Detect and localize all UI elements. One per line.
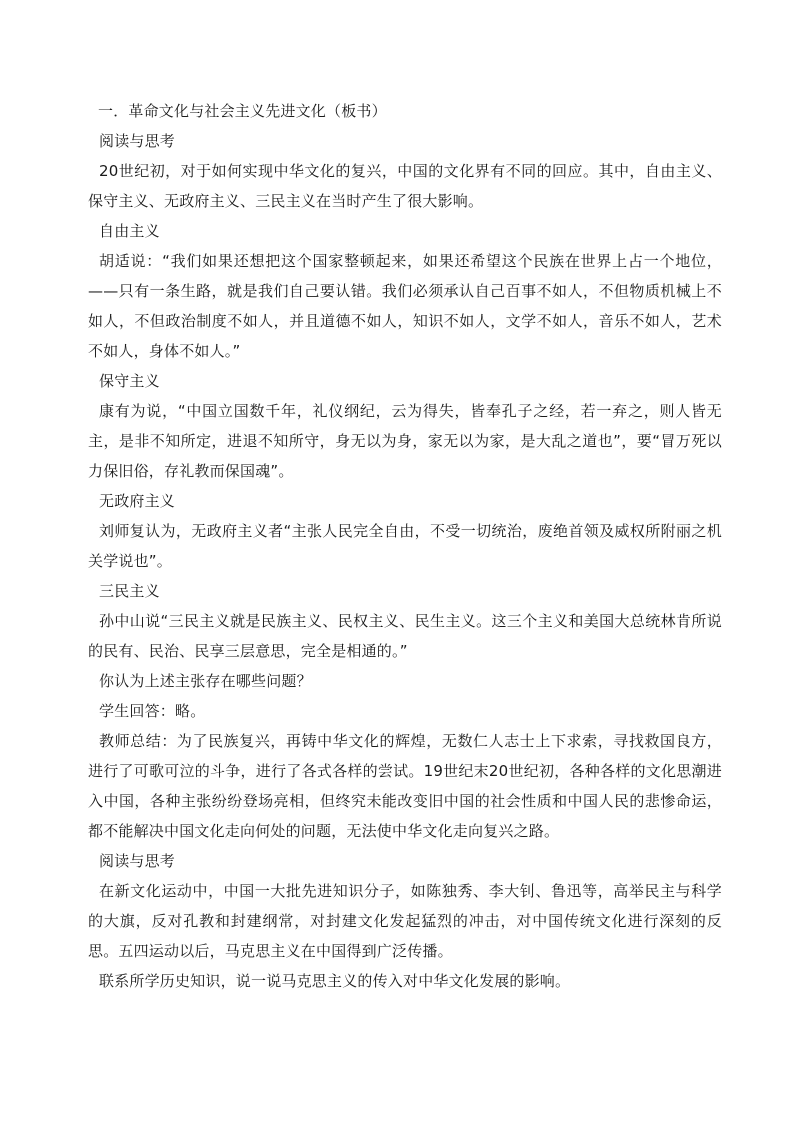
three-principles-label: 三民主义 — [99, 582, 160, 600]
anarchism-label: 无政府主义 — [99, 492, 176, 510]
new-culture-paragraph: 在新文化运动中，中国一大批先进知识分子，如陈独秀、李大钊、鲁迅等，高举民主与科学的大旗，反对孔教和封建纲常，对封建文化发起猛烈的冲击，对中国传统文化进行深刻的反思。五四运动以后，马克思主义在中国得到广泛传播。 — [88, 882, 722, 960]
task-text: 联系所学历史知识，说一说马克思主义的传入对中华文化发展的影响。 — [99, 972, 571, 990]
question-text: 你认为上述主张存在哪些问题？ — [99, 672, 312, 690]
document-body — [88, 96, 722, 996]
reading-thinking-label-2: 阅读与思考 — [99, 852, 176, 870]
reading-thinking-label: 阅读与思考 — [99, 132, 176, 150]
intro-paragraph: 20世纪初，对于如何实现中华文化的复兴，中国的文化界有不同的回应。其中，自由主义、保守主义、无政府主义、三民主义在当时产生了很大影响。 — [88, 162, 722, 210]
conservatism-label: 保守主义 — [99, 372, 160, 390]
liberalism-paragraph: 胡适说：“我们如果还想把这个国家整顿起来，如果还希望这个民族在世界上占一个地位，——只有一条生路，就是我们自己要认错。我们必须承认自己百事不如人，不但物质机械上不如人，不但政治制度不如人，并且道德不如人，知识不如人，文学不如人，音乐不如人，艺术不如人，身体不如人。” — [88, 252, 722, 360]
anarchism-paragraph: 刘师复认为，无政府主义者“主张人民完全自由，不受一切统治，废绝首领及威权所附丽之机关学说也”。 — [88, 522, 722, 570]
liberalism-label: 自由主义 — [99, 222, 160, 240]
teacher-summary: 教师总结：为了民族复兴，再铸中华文化的辉煌，无数仁人志士上下求索，寻找救国良方，进行了可歌可泣的斗争，进行了各式各样的尝试。19世纪末20世纪初，各种各样的文化思潮进入中国，各种主张纷纷登场亮相，但终究未能改变旧中国的社会性质和中国人民的悲惨命运，都不能解决中国文化走向何处的问题，无法使中华文化走向复兴之路。 — [88, 732, 722, 840]
student-answer: 学生回答：略。 — [99, 702, 206, 720]
conservatism-paragraph: 康有为说，“中国立国数千年，礼仪纲纪，云为得失，皆奉孔子之经，若一弃之，则人皆无主，是非不知所定，进退不知所守，身无以为身，家无以为家，是大乱之道也”，要“冒万死以力保旧俗，存礼教而保国魂”。 — [88, 402, 722, 480]
section-heading: 一．革命文化与社会主义先进文化（板书） — [98, 102, 387, 120]
three-principles-paragraph: 孙中山说“三民主义就是民族主义、民权主义、民生主义。这三个主义和美国大总统林肯所说的民有、民治、民享三层意思，完全是相通的。” — [88, 612, 722, 660]
